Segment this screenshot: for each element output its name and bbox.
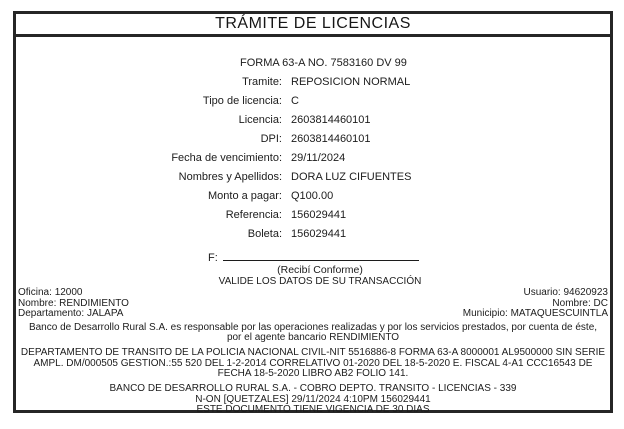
info-label: Departamento: — [18, 308, 85, 319]
field-label: Monto a pagar: — [208, 190, 282, 202]
office-info-section — [16, 288, 610, 320]
validity-line: ESTE DOCUMENTO TIENE VIGENCIA DE 30 DIAS — [196, 404, 430, 416]
signature-line-row — [16, 251, 610, 265]
info-value: MATAQUESCUINTLA — [510, 308, 608, 319]
signature-line — [223, 251, 419, 261]
field-label: Tipo de licencia: — [202, 95, 282, 107]
footer-section — [16, 323, 610, 417]
form-number-line: FORMA 63-A NO. 7583160 DV 99 — [240, 57, 407, 69]
form-row-tramite — [16, 73, 610, 92]
info-label: Oficina: — [18, 287, 52, 298]
field-value: 29/11/2024 — [291, 152, 346, 164]
bank-disclaimer: Banco de Desarrollo Rural S.A. es responsable por las operaciones realizadas y por los servicios prestados, por cuenta de éste, por el agente bancario RENDIMIENTO — [28, 321, 598, 344]
field-label: DPI: — [260, 133, 282, 145]
field-label: Boleta: — [247, 228, 282, 240]
form-row-tipo-licencia — [16, 92, 610, 111]
field-value: 2603814460101 — [291, 114, 371, 126]
form-row-nombres — [16, 168, 610, 187]
field-value: 2603814460101 — [291, 133, 371, 145]
field-value: Q100.00 — [291, 190, 334, 202]
page-title: TRÁMITE DE LICENCIAS — [16, 14, 610, 37]
info-label: Municipio: — [462, 308, 508, 319]
field-value: DORA LUZ CIFUENTES — [291, 171, 412, 183]
office-info-left — [16, 288, 129, 320]
form-row-monto — [16, 187, 610, 206]
form-row-fecha-vencimiento — [16, 149, 610, 168]
receipt-frame — [13, 11, 613, 416]
info-label: Nombre: — [552, 297, 591, 309]
info-label: Nombre: — [18, 297, 57, 309]
signature-block — [16, 251, 610, 287]
office-line-municipio — [463, 309, 608, 320]
validation-note: VALIDE LOS DATOS DE SU TRANSACCIÓN — [218, 276, 422, 287]
info-value: 94620923 — [563, 287, 608, 298]
info-value: DC — [593, 297, 608, 309]
info-value: 12000 — [54, 287, 83, 298]
field-label: Nombres y Apellidos: — [178, 171, 282, 183]
field-label: Referencia: — [225, 209, 282, 221]
license-form — [16, 54, 610, 244]
office-line-departamento — [18, 309, 129, 320]
field-label: Licencia: — [238, 114, 282, 126]
transaction-line: N-ON [QUETZALES] 29/11/2024 4:10PM 156029441 — [195, 393, 431, 405]
field-label: Fecha de vencimiento: — [171, 152, 282, 164]
form-row-boleta — [16, 225, 610, 244]
info-value: RENDIMIENTO — [59, 297, 129, 309]
form-row-referencia — [16, 206, 610, 225]
field-value: 156029441 — [291, 209, 347, 221]
field-value: 156029441 — [291, 228, 347, 240]
field-value: REPOSICION NORMAL — [291, 76, 411, 88]
office-info-right — [463, 288, 610, 320]
signature-caption: (Recibí Conforme) — [277, 264, 363, 276]
bank-office-line: BANCO DE DESARROLLO RURAL S.A. - COBRO DEPTO. TRANSITO - LICENCIAS - 339 — [109, 383, 517, 395]
info-label: Usuario: — [523, 287, 561, 298]
signature-prefix: F: — [208, 252, 218, 264]
field-label: Tramite: — [242, 76, 282, 88]
info-value: JALAPA — [86, 308, 124, 319]
form-row-licencia — [16, 111, 610, 130]
form-row-dpi — [16, 130, 610, 149]
transit-registry-text: DEPARTAMENTO DE TRANSITO DE LA POLICIA NACIONAL CIVIL-NIT 5516886-8 FORMA 63-A 8000001 AL9500000 SIN SERIE AMPL. DM/000505 GESTION.:55 520 DEL 1-2-2014 CORRELATIVO 01-2020 DEL 18-5-2020 E. FISCAL 4-A1 CCC16543 DE FECHA 18-5-2020 LIBRO AB2 FOLIO 141. — [20, 346, 606, 380]
field-value: C — [291, 95, 299, 107]
